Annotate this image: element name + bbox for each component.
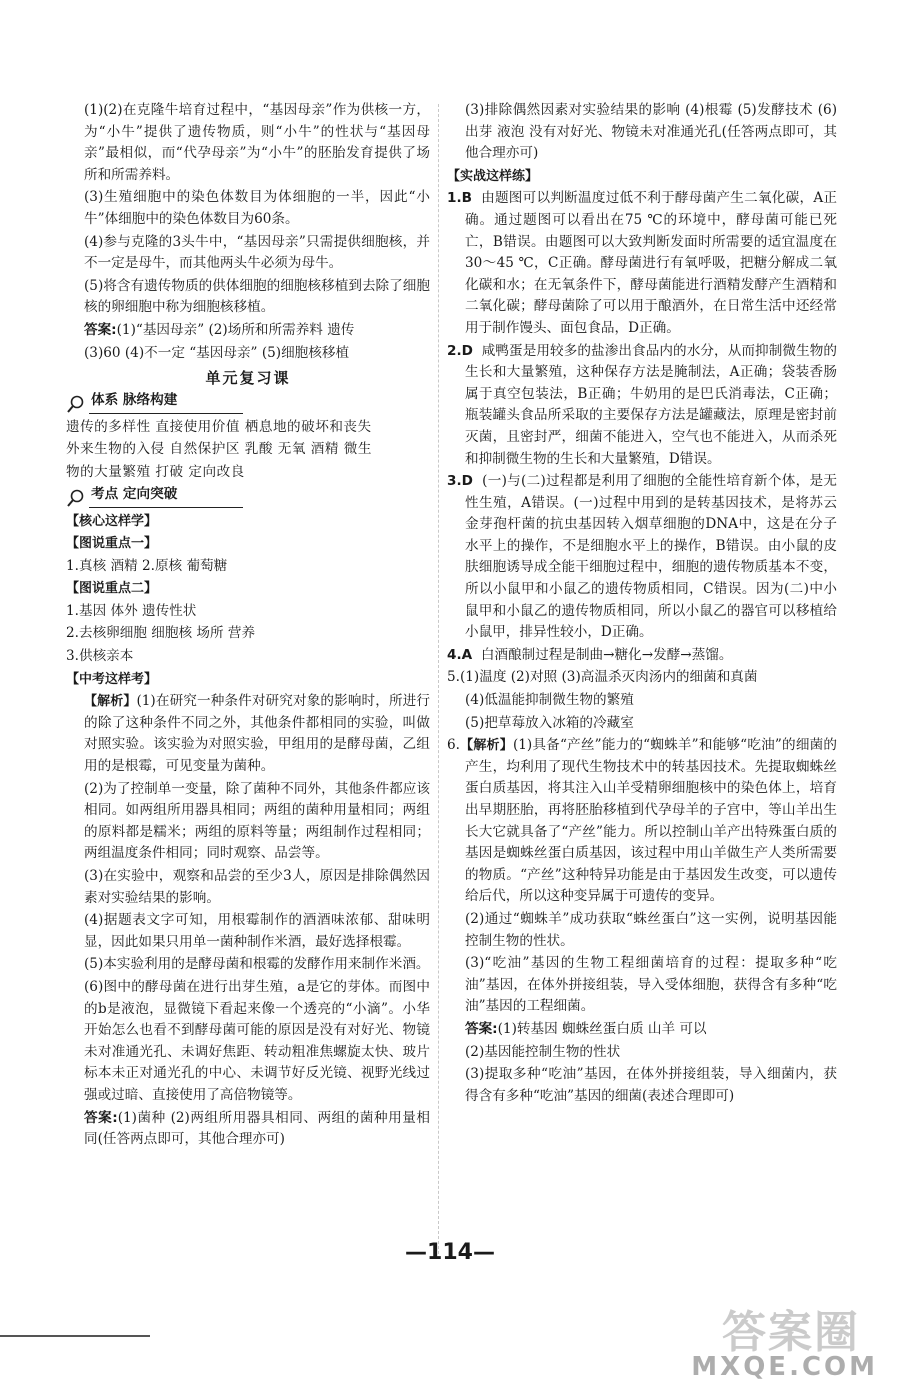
answer-line: 3.供核亲本 xyxy=(66,648,134,665)
watermark-logo-text: 答案圈 xyxy=(722,1307,860,1358)
page-number: —114— xyxy=(405,1240,495,1265)
answer-text: (1)“基因母亲” (2)场所和所需养料 遗传 xyxy=(116,321,355,338)
analysis-label: 【解析】 xyxy=(84,694,137,710)
answer-line xyxy=(66,320,430,342)
question-number: 1.B xyxy=(447,190,472,207)
question-answer xyxy=(447,645,837,667)
answer-label: 答案: xyxy=(84,1109,118,1126)
unit-title: 单元复习课 xyxy=(205,369,291,388)
section-underline xyxy=(183,413,243,414)
magnifier-icon xyxy=(66,394,86,414)
question-number: 2.D xyxy=(447,342,473,359)
column-divider xyxy=(438,104,439,1254)
paragraph: (2)为了控制单一变量，除了菌种不同外，其他条件都应该相同。如两组所用器具相同；两组的菌种用量相同；两组的原料都是糯米；两组的原料等量；两组制作过程相同；两组温度条件相同；同时观察、品尝等。 xyxy=(84,780,430,862)
answer-line xyxy=(66,1108,430,1151)
section-heading xyxy=(66,394,430,414)
answer-line: 2.去核卵细胞 细胞核 场所 营养 xyxy=(66,625,256,642)
question-number: 6. xyxy=(447,737,460,754)
question-answer xyxy=(447,735,837,908)
subsection-label: 【核心这样学】 xyxy=(66,513,158,529)
answer-line: 1.真核 酒精 2.原核 葡萄糖 xyxy=(66,557,228,574)
question-number: 3.D xyxy=(447,473,473,490)
answer-line: (3)60 (4)不一定 “基因母亲” (5)细胞核移植 xyxy=(84,344,350,361)
answer-line xyxy=(447,1019,837,1041)
paragraph: (2)通过“蜘蛛羊”成功获取“蛛丝蛋白”这一实例，说明基因能控制生物的性状。 xyxy=(465,910,837,949)
question-answer xyxy=(447,188,837,339)
answer-line: (3)排除偶然因素对实验结果的影响 (4)根霉 (5)发酵技术 (6)出芽 液泡 没有对好光、物镜未对准通光孔(任答两点即可，其他合理亦可) xyxy=(465,102,837,162)
paragraph: (6)图中的酵母菌在进行出芽生殖，a是它的芽体。而图中的b是液泡，显微镜下看起来像一个透亮的“小滴”。小华开始怎么也看不到酵母菌可能的原因是没有对好光、物镜未对准通光孔、未调好焦距、转动粗准焦螺旋太快、玻片标本未正对通光孔的中心、未调节好反光镜、视野光线过强或过暗、直接使用了高倍物镜等。 xyxy=(84,978,430,1103)
answer-text: (1)转基因 蜘蛛丝蛋白质 山羊 可以 xyxy=(497,1020,707,1037)
question-text: (一)与(二)过程都是利用了细胞的全能性培育新个体，是无性生殖，A错误。(一)过程中用到的是转基因技术，是将苏云金芽孢杆菌的抗虫基因转入烟草细胞的DNA中，这是在分子水平上的操作，不是细胞水平上的操作，B错误。由小鼠的皮肤细胞诱导成全能干细胞过程中，细胞的遗传物质基本不变，所以小鼠甲和小鼠乙的遗传物质相同，C错误。因为(二)中小鼠甲和小鼠乙的遗传物质相同，所以小鼠乙的器官可以移植给小鼠甲，排异性较小，D正确。 xyxy=(465,473,837,641)
answer-line: 1.基因 体外 遗传性状 xyxy=(66,602,197,619)
answer-label: 答案: xyxy=(465,1020,498,1037)
question-answer xyxy=(447,341,837,471)
keyword-line: 外来生物的入侵 自然保护区 乳酸 无氧 酒精 微生 xyxy=(66,441,372,458)
paragraph: (3)生殖细胞中的染色体数目为体细胞的一半，因此“小牛”体细胞中的染色体数目为60条。 xyxy=(84,189,430,227)
watermark-url: MXQE.COM xyxy=(691,1352,878,1382)
question-text: 咸鸭蛋是用较多的盐渗出食品内的水分，从而抑制微生物的生长和大量繁殖，这种保存方法是腌制法，A正确；袋装香肠属于真空包装法，B正确；牛奶用的是巴氏消毒法，C正确；瓶装罐头食品所采取的主要保存方法是罐藏法，原理是密封前灭菌，且密封严，细菌不能进入，空气也不能进入，从而杀死和抑制微生物的生长和大量繁殖，D错误。 xyxy=(465,342,837,467)
question-text: 白酒酿制过程是制曲→糖化→发酵→蒸馏。 xyxy=(480,646,733,663)
magnifier-icon xyxy=(66,488,86,508)
section-title: 体系 脉络构建 xyxy=(89,390,183,414)
paragraph: (5)本实验利用的是酵母菌和根霉的发酵作用来制作米酒。 xyxy=(84,956,430,973)
paragraph: (5)将含有遗传物质的供体细胞的细胞核移植到去除了细胞核的卵细胞中称为细胞核移植。 xyxy=(84,277,430,316)
answer-line: (4)低温能抑制微生物的繁殖 xyxy=(465,692,634,709)
answer-line: (2)基因能控制生物的性状 xyxy=(465,1043,621,1060)
answer-line: (5)把草莓放入冰箱的冷藏室 xyxy=(465,714,634,731)
subsection-label: 【图说重点一】 xyxy=(66,536,158,552)
paragraph: (3)在实验中，观察和品尝的至少3人，原因是排除偶然因素对实验结果的影响。 xyxy=(84,868,430,906)
question-text: 由题图可以判断温度过低不利于酵母菌产生二氧化碳，A正确。通过题图可以看出在75 ℃的环境中，酵母菌可能已死亡，B错误。由题图可以大致判断发面时所需要的适宜温度在30～45 ℃，C正确。酵母菌进行有氧呼吸，把糖分解成二氧化碳和水；在无氧条件下，酵母菌能进行酒精发酵产生酒精和二氧化碳；酵母菌除了可以用于酿酒外，在日常生活中还经常用于制作馒头、面包食品，D正确。 xyxy=(465,190,837,336)
paragraph: (3)“吃油”基因的生物工程细菌培育的过程：提取多种“吃油”基因，在体外拼接组装，导入受体细胞，获得含有多种“吃油”基因的工程细菌。 xyxy=(465,955,837,1015)
paragraph: (4)参与克隆的3头牛中，“基因母亲”只需提供细胞核，并不一定是母牛，而其他两头牛必须为母牛。 xyxy=(84,233,430,272)
section-underline xyxy=(183,507,243,508)
question-number: 4.A xyxy=(447,646,473,663)
question-answer xyxy=(447,471,837,644)
analysis-label: 【解析】 xyxy=(459,738,513,754)
answer-line: (3)提取多种“吃油”基因，在体外拼接组装，导入细菌内，获得含有多种“吃油”基因的细菌(表述合理即可) xyxy=(465,1066,837,1104)
left-column xyxy=(66,100,430,1152)
section-title: 考点 定向突破 xyxy=(89,484,183,508)
keyword-line: 遗传的多样性 直接使用价值 栖息地的破坏和丧失 xyxy=(66,418,372,435)
paragraph: (4)据题表文字可知，用根霉制作的酒酒味浓郁、甜味明显，因此如果只用单一菌种制作米酒，最好选择根霉。 xyxy=(84,912,430,950)
subsection-label: 【实战这样练】 xyxy=(447,168,539,184)
footer-rule xyxy=(0,1335,150,1337)
subsection-label: 【图说重点二】 xyxy=(66,581,158,597)
analysis-text: (1)在研究一种条件对研究对象的影响时，所进行的除了这种条件不同之外，其他条件都相同的实验，叫做对照实验。该实验为对照实验，甲组用的是酵母菌，乙组用的是根霉，可见变量为菌种。 xyxy=(84,693,430,775)
keyword-line: 物的大量繁殖 打破 定向改良 xyxy=(66,463,245,480)
analysis-paragraph xyxy=(66,691,430,777)
right-column xyxy=(447,100,837,1108)
paragraph: (1)(2)在克隆牛培育过程中，“基因母亲”作为供核一方，为“小牛”提供了遗传物质，则“小牛”的性状与“基因母亲”最相似，而“代孕母亲”为“小牛”的胚胎发育提供了场所和所需养料。 xyxy=(84,102,430,183)
section-heading xyxy=(66,485,430,508)
answer-line: 5.(1)温度 (2)对照 (3)高温杀灭肉汤内的细菌和真菌 xyxy=(447,669,758,686)
answer-text: (1)菌种 (2)两组所用器具相同、两组的菌种用量相同(任答两点即可，其他合理亦可) xyxy=(84,1109,430,1148)
analysis-text: (1)具备“产丝”能力的“蜘蛛羊”和能够“吃油”的细菌的产生，均利用了现代生物技术中的转基因技术。先提取蜘蛛丝蛋白质基因，将其注入山羊受精卵细胞核中的染色体上，培育出早期胚胎，再将胚胎移植到代孕母羊的子宫中，等山羊出生长大它就具备了“产丝”能力。所以控制山羊产出特殊蛋白质的基因是蜘蛛丝蛋白质基因，该过程中用山羊做生产人类所需要的物质。“产丝”这种特异功能是由于基因发生改变，可以遗传给后代，所以这种变异属于可遗传的变异。 xyxy=(465,737,837,905)
subsection-label: 【中考这样考】 xyxy=(66,671,158,687)
answer-label: 答案: xyxy=(84,321,117,338)
